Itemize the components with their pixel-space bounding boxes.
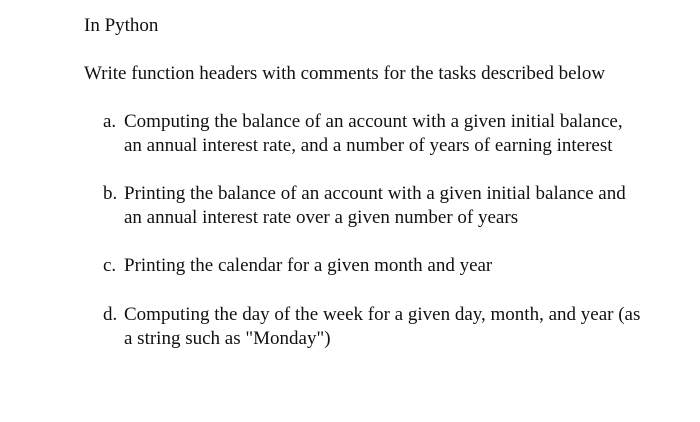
task-marker-b: b. <box>103 183 118 204</box>
task-marker-a: a. <box>103 111 117 132</box>
task-text-c: Printing the calendar for a given month and year <box>124 255 493 276</box>
intro-paragraph: Write function headers with comments for the tasks described below <box>84 63 606 84</box>
task-text-d: Computing the day of the week for a given day, month, and year (as a string such as "Monday") <box>124 304 641 349</box>
task-item-c <box>0 254 644 278</box>
heading: In Python <box>84 15 159 36</box>
task-item-d <box>0 303 644 351</box>
task-item-a <box>0 110 644 158</box>
task-text-b: Printing the balance of an account with a given initial balance and an annual interest rate over a given number of years <box>124 183 626 228</box>
task-text-a: Computing the balance of an account with a given initial balance, an annual interest rate, and a number of years of earning interest <box>124 111 623 156</box>
task-list <box>0 110 644 351</box>
task-marker-d: d. <box>103 304 118 325</box>
task-marker-c: c. <box>103 255 117 276</box>
task-item-b <box>0 182 644 230</box>
